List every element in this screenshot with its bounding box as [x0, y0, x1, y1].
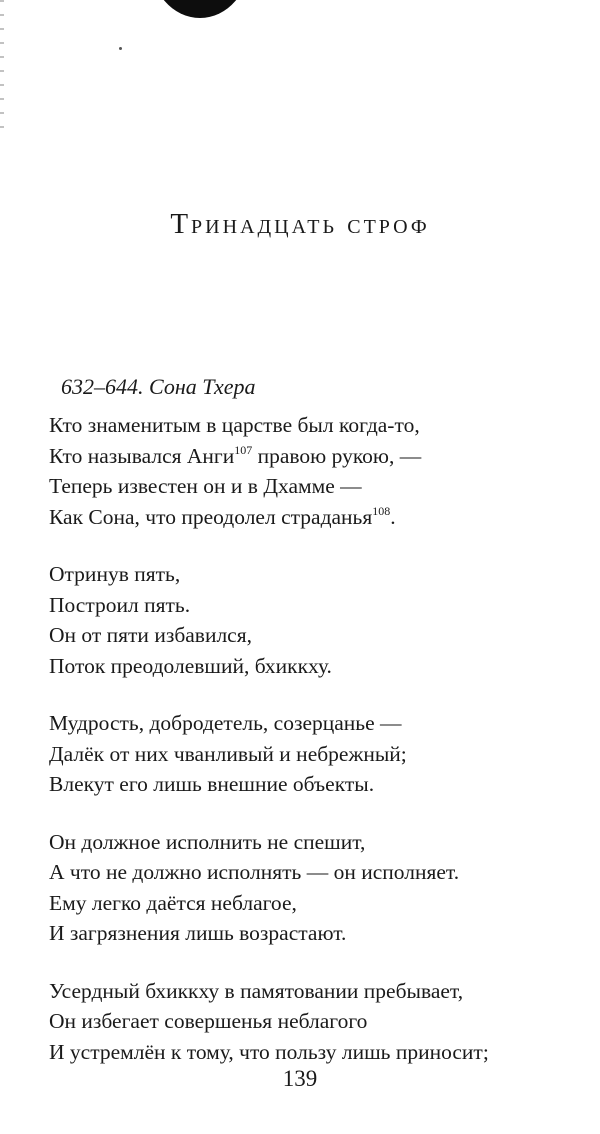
poem-line [49, 769, 579, 800]
line-text: Ему легко даётся неблагое, [49, 890, 297, 915]
poem-line [49, 651, 579, 682]
line-text: Кто знаменитым в царстве был когда-то, [49, 413, 420, 437]
line-text-continuation: . [390, 504, 396, 529]
stanza [49, 559, 579, 681]
stanza [49, 976, 579, 1068]
poem-line [49, 471, 579, 502]
page-corner-ink-blot [150, 0, 250, 18]
stanza [49, 410, 579, 532]
poem [49, 372, 579, 1094]
stanza [49, 827, 579, 949]
poem-line [49, 739, 579, 770]
poem-line [49, 502, 579, 533]
poem-stanzas [49, 410, 579, 1067]
page-number: 139 [282, 1066, 318, 1091]
poem-line [49, 559, 579, 590]
line-text: А что не должно исполнять — он исполняет. [49, 860, 460, 884]
margin-scan-marks [0, 0, 4, 140]
poem-heading: 632–644. Сона Тхера [61, 374, 256, 399]
stanza [49, 708, 579, 800]
line-text: Усердный бхиккху в памятовании пребывает, [49, 978, 464, 1003]
poem-line [49, 888, 579, 919]
ink-speck [119, 47, 122, 50]
poem-line [49, 1006, 579, 1037]
line-text: Он от пяти избавился, [49, 623, 252, 647]
poem-line [49, 857, 579, 888]
line-text: Поток преодолевший, бхиккху. [49, 653, 332, 678]
line-text: Далёк от них чванливый и небрежный; [49, 741, 407, 766]
line-text: И устремлён к тому, что пользу лишь приносит; [49, 1039, 489, 1064]
line-text: Он должное исполнить не спешит, [49, 829, 366, 854]
line-text: Он избегает совершенья неблагого [49, 1009, 368, 1033]
poem-line [49, 441, 579, 472]
line-text: Построил пять. [49, 592, 191, 617]
footnote-marker: 107 [234, 442, 253, 457]
line-text: Влекут его лишь внешние объекты. [49, 772, 375, 796]
line-text-continuation: правою рукою, — [252, 443, 422, 468]
line-text: Кто назывался Анги [49, 443, 235, 468]
line-text: Теперь известен он и в Дхамме — [49, 474, 362, 498]
line-text: Отринув пять, [49, 562, 181, 586]
poem-line [49, 410, 579, 441]
footnote-marker: 108 [372, 503, 391, 518]
poem-line [49, 590, 579, 621]
poem-line [49, 976, 579, 1007]
poem-line [49, 918, 579, 949]
line-text: Как Сона, что преодолел страданья [49, 504, 373, 529]
line-text: Мудрость, добродетель, созерцанье — [49, 711, 402, 735]
poem-line [49, 708, 579, 739]
line-text: И загрязнения лишь возрастают. [49, 921, 347, 945]
poem-line [49, 620, 579, 651]
chapter-title: Тринадцать строф [170, 208, 430, 240]
poem-line [49, 827, 579, 858]
poem-line [49, 1037, 579, 1068]
